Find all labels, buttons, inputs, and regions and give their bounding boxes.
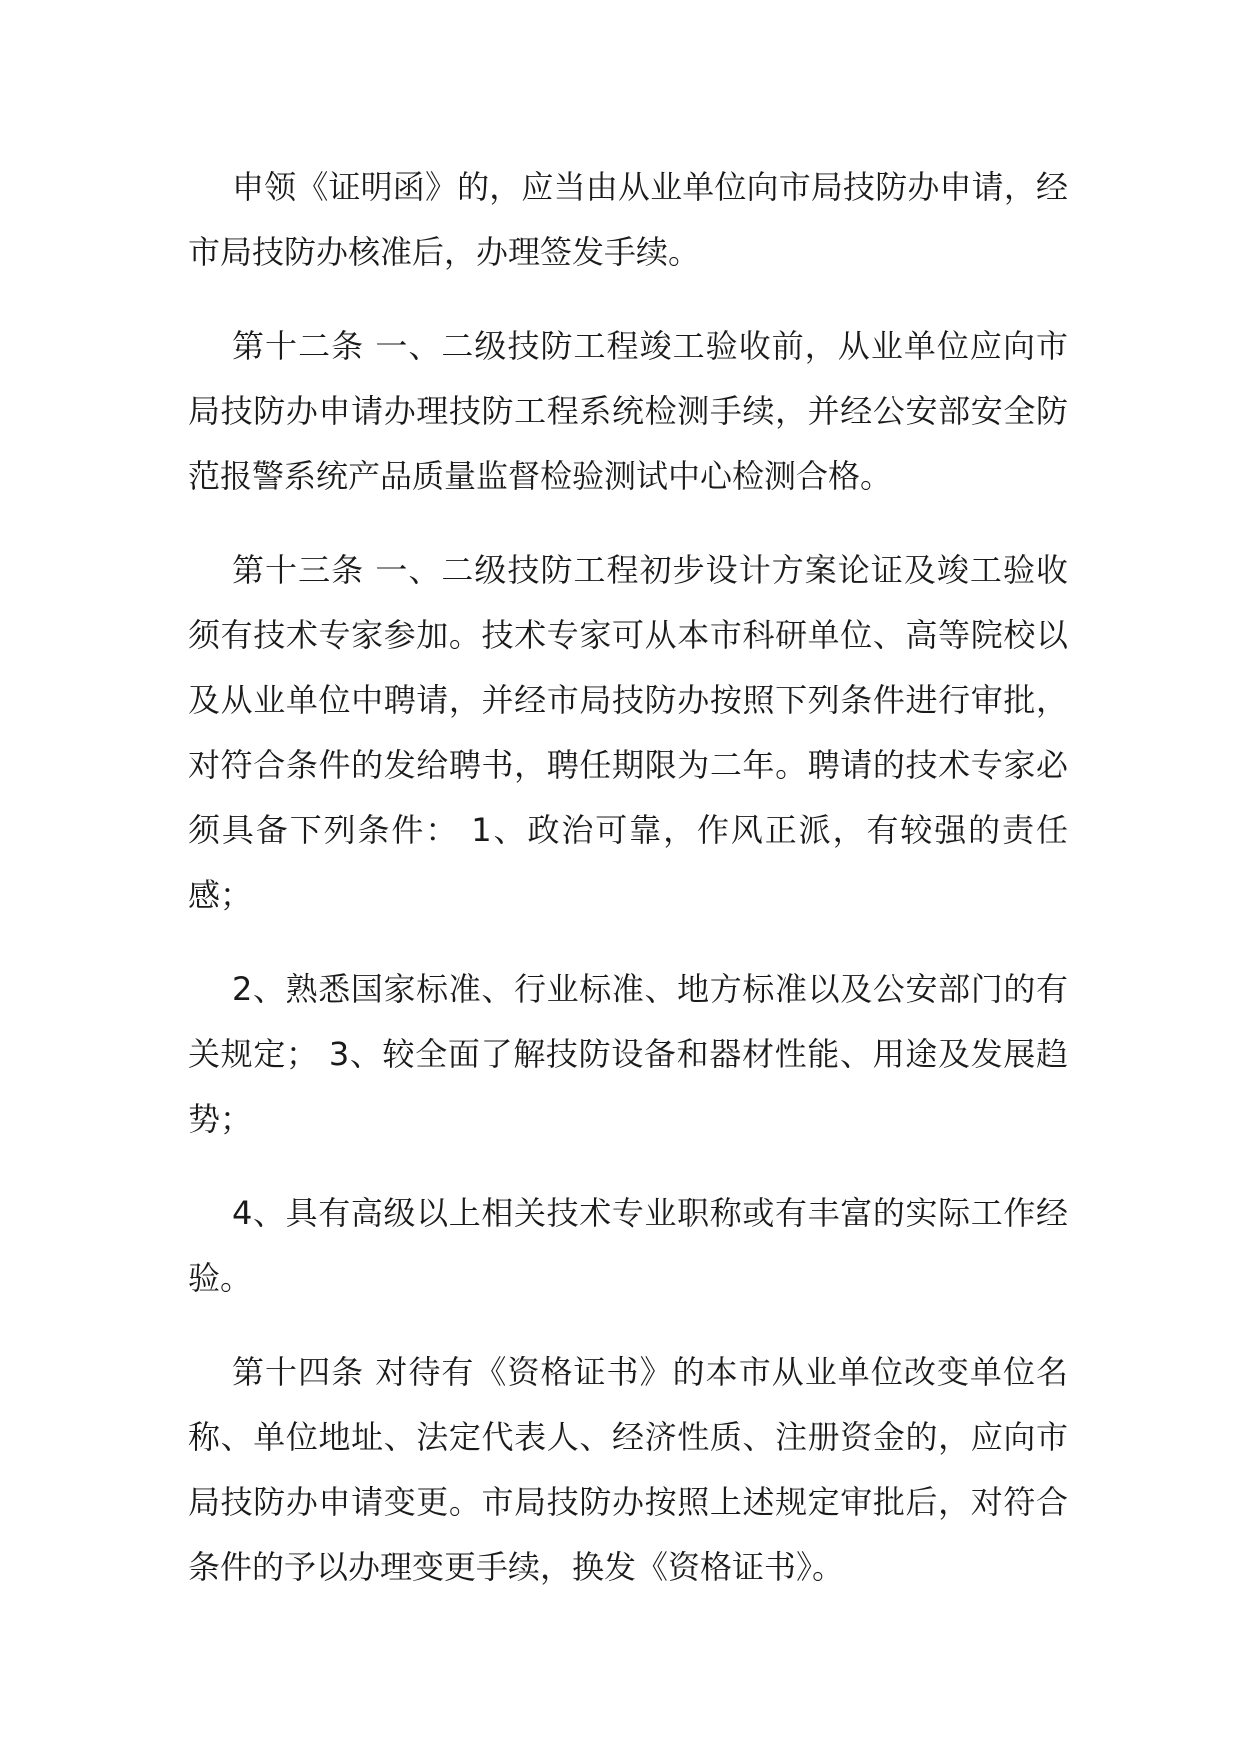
paragraph-condition-4: 4、具有高级以上相关技术专业职称或有丰富的实际工作经验。 xyxy=(188,1194,1068,1297)
paragraph-article-12: 第十二条 一、二级技防工程竣工验收前，从业单位应向市局技防办申请办理技防工程系统检测手续，并经公安部安全防范报警系统产品质量监督检验测试中心检测合格。 xyxy=(188,327,1068,495)
paragraph-article-13: 第十三条 一、二级技防工程初步设计方案论证及竣工验收须有技术专家参加。技术专家可从本市科研单位、高等院校以及从业单位中聘请，并经市局技防办按照下列条件进行审批，对符合条件的发给聘书，聘任期限为二年。聘请的技术专家必须具备下列条件： 1、政治可靠，作风正派，有较强的责任感； xyxy=(188,551,1068,914)
paragraph-article-14: 第十四条 对待有《资格证书》的本市从业单位改变单位名称、单位地址、法定代表人、经济性质、注册资金的，应向市局技防办申请变更。市局技防办按照上述规定审批后，对符合条件的予以办理变更手续，换发《资格证书》。 xyxy=(188,1353,1068,1586)
paragraph-certificate-letter: 申领《证明函》的，应当由从业单位向市局技防办申请，经市局技防办核准后，办理签发手续。 xyxy=(188,168,1068,271)
paragraph-conditions-2-3: 2、熟悉国家标准、行业标准、地方标准以及公安部门的有关规定； 3、较全面了解技防设备和器材性能、用途及发展趋势； xyxy=(188,970,1068,1138)
document-body xyxy=(188,155,1068,1600)
